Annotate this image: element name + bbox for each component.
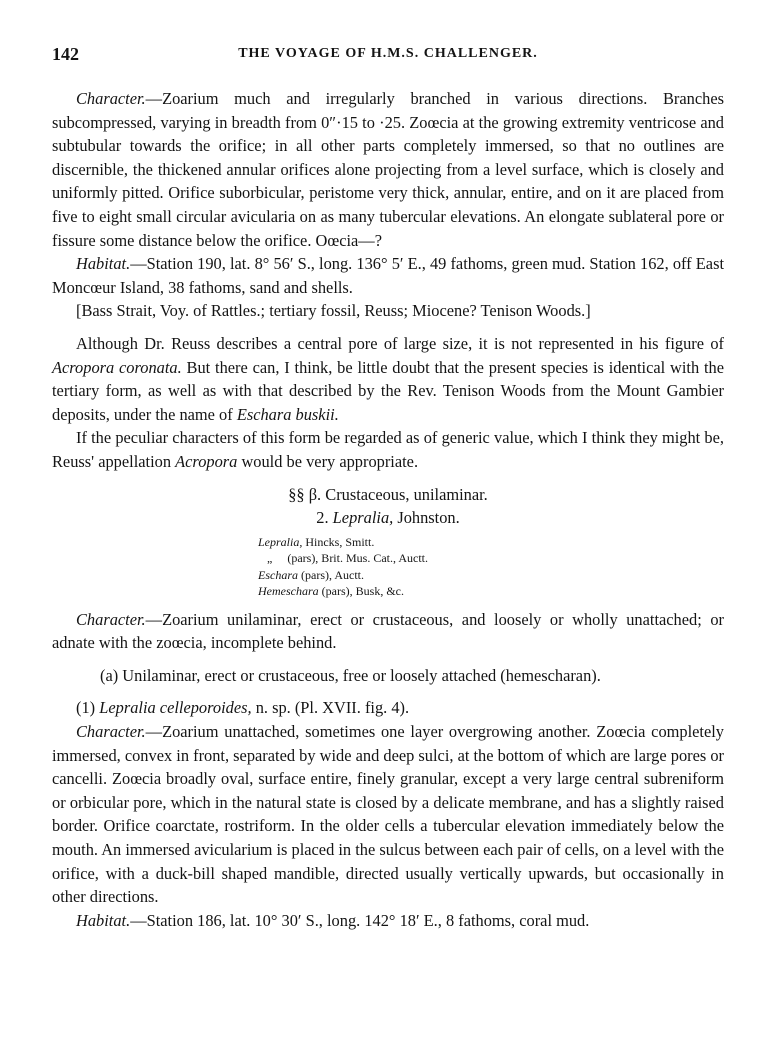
genus-name: Lepralia, bbox=[332, 508, 394, 528]
synonymy-line bbox=[258, 567, 724, 584]
synonymy-list bbox=[258, 534, 724, 600]
genus-author: Johnston. bbox=[397, 508, 460, 528]
habitat-label: Habitat. bbox=[76, 254, 131, 274]
taxon-name: Acropora bbox=[175, 451, 238, 471]
synonym-name: Hemeschara bbox=[258, 584, 319, 599]
character-label: Character. bbox=[76, 89, 146, 108]
discussion-text: Although Dr. Reuss describes a central pore of large size, it is not represented in his figure of bbox=[76, 333, 724, 353]
habitat-text: —Station 186, lat. 10° 30′ S., long. 142° 18′ E., 8 fathoms, coral mud. bbox=[130, 910, 590, 930]
habitat-paragraph-2 bbox=[52, 909, 724, 933]
character-label: Character. bbox=[76, 722, 146, 742]
character-paragraph-2 bbox=[52, 608, 724, 655]
character-text: —Zoarium unilaminar, erect or crustaceous, and loosely or wholly unattached; or adnate with the zoœcia, incomplete behind. bbox=[52, 609, 724, 653]
discussion-text: If the peculiar characters of this form be regarded as of generic value, which I think they might be, Reuss' appellation bbox=[52, 428, 724, 471]
character-paragraph-3 bbox=[52, 720, 724, 909]
section-heading bbox=[52, 483, 724, 507]
discussion-text: would be very appropriate. bbox=[237, 451, 419, 471]
genus-heading bbox=[52, 506, 724, 530]
discussion-text: But there can, I think, be little doubt that the present species is identical with the tertiary form, as well as with that described by the Rev. Tenison Woods from the Mount Gambier deposits, under the name of bbox=[52, 357, 724, 424]
discussion-paragraph-1 bbox=[52, 332, 724, 426]
genus-number: 2. bbox=[316, 508, 329, 528]
taxon-name: Eschara buskii. bbox=[236, 404, 339, 424]
synonymy-line bbox=[258, 583, 724, 600]
section-symbol: §§ β. bbox=[288, 484, 322, 504]
character-text: —Zoarium much and irregularly branched in various directions. Branches subcompressed, varying in breadth from 0″·15 to ·25. Zoœcia at the growing extremity ventricose and subtubular towards the orifice; in all other parts completely immersed, so that no outlines are discernible, the thickened annular orifices alone projecting from a level surface, which is closely and uniformly pitted. Orifice suborbicular, peristome very thick, annular, entire, and on it are placed from five to eight small circular avicularia on as many tubercular elevations. An elongate sublateral pore or fissure some distance below the orifice. Oœcia—? bbox=[52, 89, 724, 250]
synonymy-line bbox=[258, 534, 724, 551]
synonym-rest: Hincks, Smitt. bbox=[302, 534, 375, 549]
character-label: Character. bbox=[76, 609, 146, 629]
habitat-label: Habitat. bbox=[76, 910, 131, 930]
subdivision-heading: (a) Unilaminar, erect or crustaceous, free or loosely attached (hemescharan). bbox=[100, 665, 601, 685]
discussion-paragraph-2 bbox=[52, 426, 724, 473]
synonym-name: Lepralia, bbox=[258, 534, 303, 549]
character-paragraph-1 bbox=[52, 87, 724, 252]
synonym-name: Eschara bbox=[258, 567, 298, 582]
species-number: (1) bbox=[76, 698, 96, 718]
character-text: —Zoarium unattached, sometimes one layer overgrowing another. Zoœcia completely immersed, convex in front, separated by wide and deep sulci, at the bottom of which are large pores or cancelli. Zoœcia broadly oval, surface entire, finely granular, except a very large central subreniform or orbicular pore, which in the natural state is closed by a delicate membrane, and has a slightly raised border. Orifice coarctate, rostriform. In the older cells a tubercular elevation immediately below the mouth. An immersed avicularium is placed in the sulcus between each pair of cells, on a level with the orifice, with a duck-bill shaped mandible, directed usually vertically upwards, but occasionally in other directions. bbox=[52, 722, 724, 907]
habitat-paragraph-1 bbox=[52, 252, 724, 299]
species-heading bbox=[52, 696, 724, 720]
section-title: Crustaceous, unilaminar. bbox=[325, 484, 488, 504]
page-number: 142 bbox=[52, 44, 79, 64]
page-header bbox=[52, 44, 724, 68]
taxon-name: Acropora coronata. bbox=[52, 357, 182, 377]
species-rest: n. sp. (Pl. XVII. fig. 4). bbox=[251, 698, 410, 718]
synonym-rest: (pars), Busk, &c. bbox=[318, 584, 404, 599]
page-body bbox=[52, 87, 724, 932]
running-title: THE VOYAGE OF H.M.S. CHALLENGER. bbox=[238, 46, 538, 61]
species-name: Lepralia celleporoides, bbox=[99, 698, 252, 718]
habitat-text: —Station 190, lat. 8° 56′ S., long. 136° 5′ E., 49 fathoms, green mud. Station 162, off East Moncœur Island, 38 fathoms, sand and shells. bbox=[52, 254, 724, 297]
synonymy-line bbox=[258, 550, 724, 567]
synonym-rest: (pars), Auctt. bbox=[298, 567, 364, 582]
distribution-note: [Bass Strait, Voy. of Rattles.; tertiary fossil, Reuss; Miocene? Tenison Woods.] bbox=[76, 301, 591, 321]
synonym-rest: „ (pars), Brit. Mus. Cat., Auctt. bbox=[258, 551, 428, 566]
